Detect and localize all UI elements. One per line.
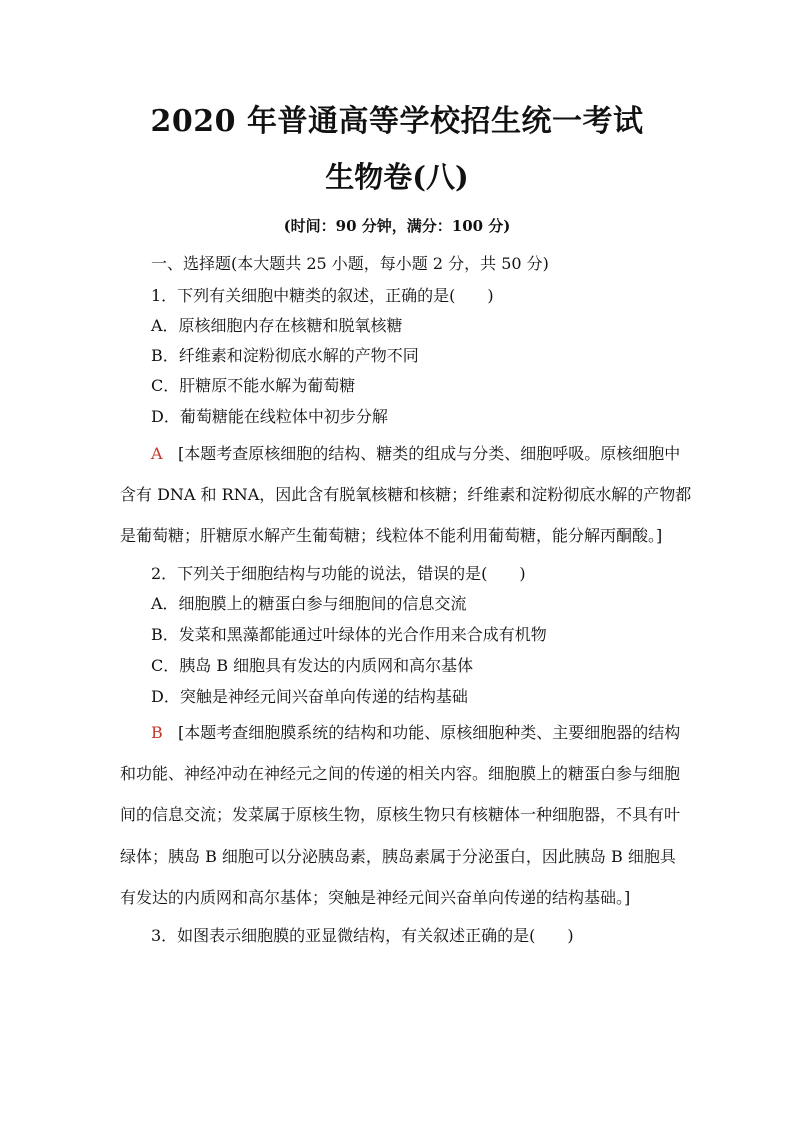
question-2-explanation-line: 绿体；胰岛 B 细胞可以分泌胰岛素，胰岛素属于分泌蛋白，因此胰岛 B 细胞具 <box>120 847 676 866</box>
question-2-option-c: C．胰岛 B 细胞具有发达的内质网和高尔基体 <box>151 656 474 675</box>
exam-title: 2020 年普通高等学校招生统一考试 <box>150 104 644 139</box>
question-1-option-c: C．肝糖原不能水解为葡萄糖 <box>151 376 356 395</box>
question-1-explanation-line: 是葡萄糖；肝糖原水解产生葡萄糖；线粒体不能利用葡萄糖，能分解丙酮酸。] <box>120 526 663 545</box>
question-1-answer: A <box>151 444 163 463</box>
question-1-option-d: D．葡萄糖能在线粒体中初步分解 <box>151 407 388 426</box>
question-3-stem: 3．如图表示细胞膜的亚显微结构，有关叙述正确的是( ) <box>151 926 574 945</box>
question-2-option-b: B．发菜和黑藻都能通过叶绿体的光合作用来合成有机物 <box>151 625 547 644</box>
question-2-explanation-line: 间的信息交流；发菜属于原核生物，原核生物只有核糖体一种细胞器，不具有叶 <box>120 805 681 824</box>
section-heading: 一、选择题(本大题共 25 小题，每小题 2 分，共 50 分) <box>151 254 549 273</box>
question-1-stem: 1．下列有关细胞中糖类的叙述，正确的是( ) <box>151 286 494 305</box>
exam-subtitle: 生物卷(八) <box>325 160 469 194</box>
question-2-explanation-line: 和功能、神经冲动在神经元之间的传递的相关内容。细胞膜上的糖蛋白参与细胞 <box>120 764 681 783</box>
question-1-explanation-line: [本题考查原核细胞的结构、糖类的组成与分类、细胞呼吸。原核细胞中 <box>178 444 681 463</box>
question-2-explanation-line: [本题考查细胞膜系统的结构和功能、原核细胞种类、主要细胞器的结构 <box>178 723 681 742</box>
question-1-option-a: A．原核细胞内存在核糖和脱氧核糖 <box>151 316 403 335</box>
question-2-stem: 2．下列关于细胞结构与功能的说法，错误的是( ) <box>151 564 526 583</box>
question-1-option-b: B．纤维素和淀粉彻底水解的产物不同 <box>151 346 419 365</box>
question-2-explanation-line: 有发达的内质网和高尔基体；突触是神经元间兴奋单向传递的结构基础。] <box>120 888 631 907</box>
exam-meta: (时间：90 分钟，满分：100 分) <box>283 217 511 235</box>
question-2-answer: B <box>151 723 163 742</box>
question-2-option-d: D．突触是神经元间兴奋单向传递的结构基础 <box>151 687 468 706</box>
question-2-option-a: A．细胞膜上的糖蛋白参与细胞间的信息交流 <box>151 594 467 613</box>
question-1-explanation-line: 含有 DNA 和 RNA，因此含有脱氧核糖和核糖；纤维素和淀粉彻底水解的产物都 <box>120 485 692 504</box>
